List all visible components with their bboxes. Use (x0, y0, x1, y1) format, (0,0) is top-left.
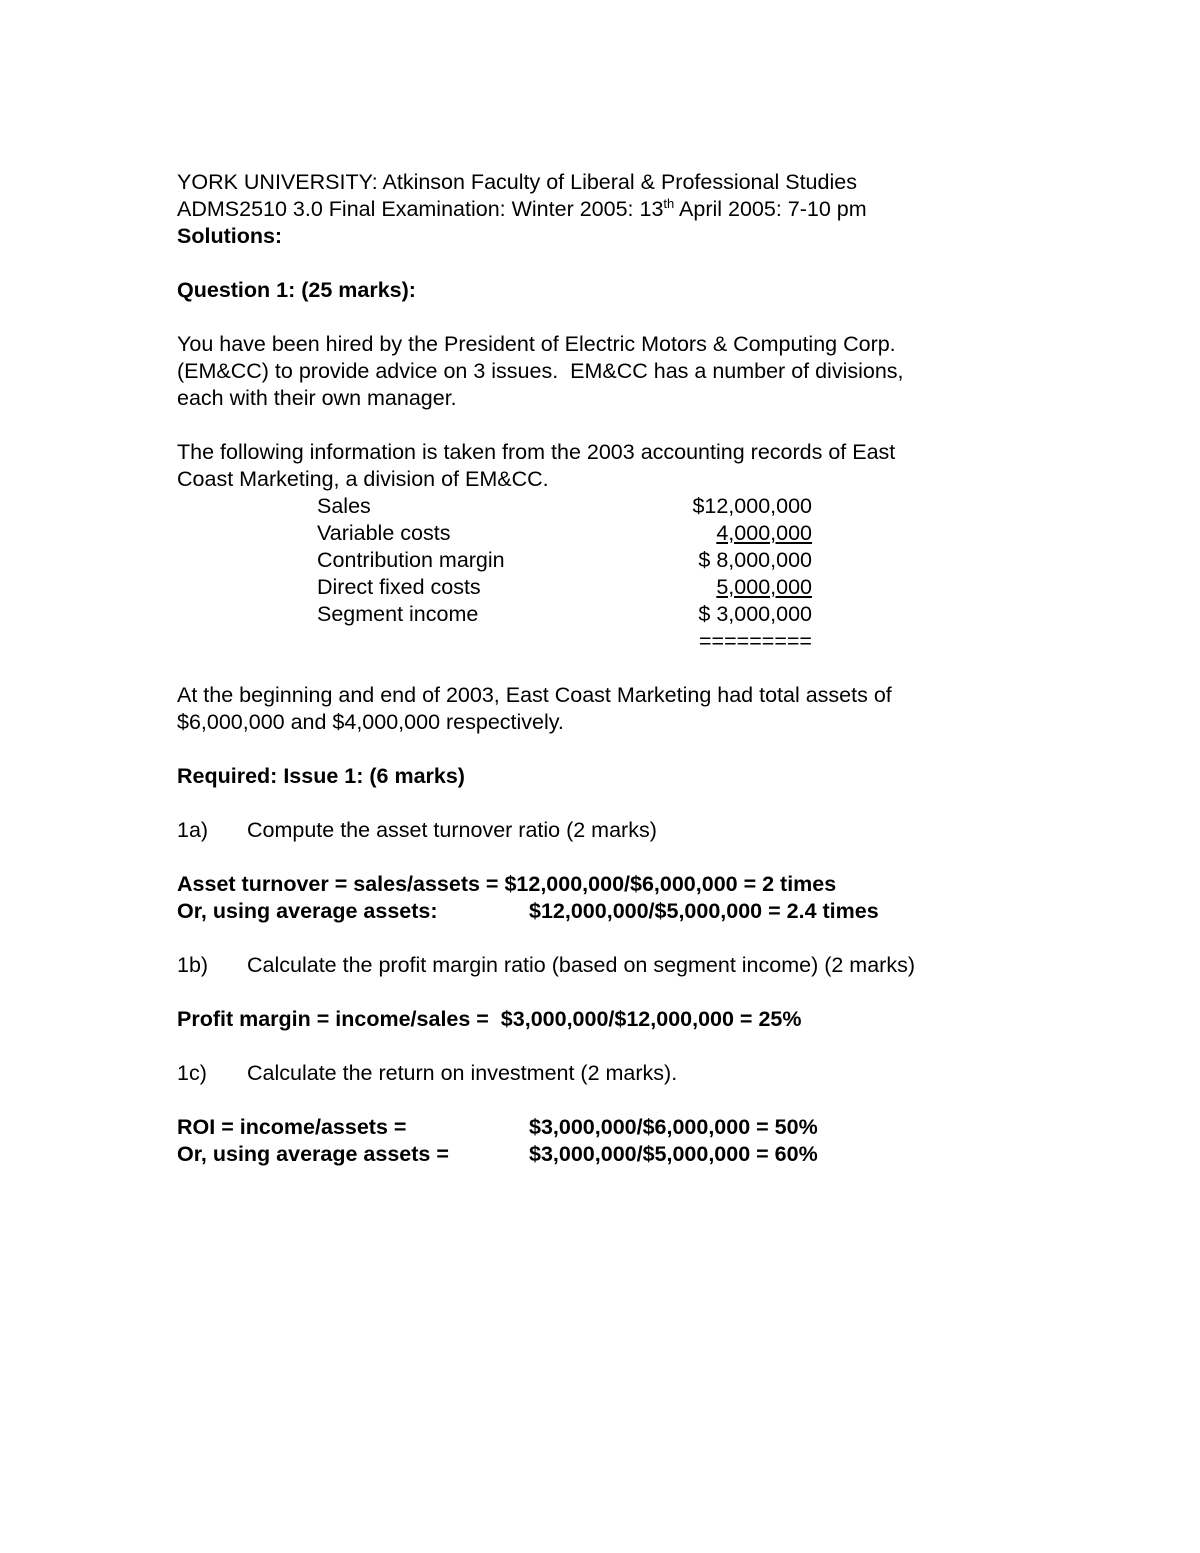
answer-text: Or, using average assets = (177, 1142, 449, 1166)
answer-1a-line (177, 871, 1137, 898)
answer-calc: $12,000,000/$5,000,000 = 2.4 times (529, 899, 879, 923)
row-label: Variable costs (317, 521, 451, 545)
table-row (317, 547, 812, 574)
row-label: Segment income (317, 602, 479, 626)
row-value: $ 3,000,000 (698, 602, 812, 626)
question-1b (177, 952, 1137, 979)
table-row (317, 493, 812, 520)
answer-1b-line (177, 1006, 1137, 1033)
table-row (317, 628, 812, 655)
double-rule: ========= (698, 629, 812, 653)
question-text: Compute the asset turnover ratio (2 marks) (247, 818, 657, 842)
info-line: Coast Marketing, a division of EM&CC. (177, 467, 549, 491)
answer-text: Profit margin = income/sales = $3,000,000/$12,000,000 = 25% (177, 1007, 802, 1031)
intro-line: You have been hired by the President of Electric Motors & Computing Corp. (177, 332, 896, 356)
row-value: $ 8,000,000 (698, 548, 812, 572)
answer-calc: $3,000,000/$6,000,000 = 50% (529, 1115, 818, 1139)
document-page (177, 169, 1137, 1168)
table-row (317, 601, 812, 628)
header-exam-info: ADMS2510 3.0 Final Examination: Winter 2005: 13th April 2005: 7-10 pm (177, 196, 867, 221)
question-text: Calculate the return on investment (2 marks). (247, 1061, 678, 1085)
question-number: 1c) (177, 1061, 207, 1085)
question-number: 1a) (177, 818, 209, 842)
row-label: Direct fixed costs (317, 575, 481, 599)
row-value: 5,000,000 (716, 575, 812, 599)
answer-calc: $3,000,000/$5,000,000 = 60% (529, 1142, 818, 1166)
answer-1c-line (177, 1141, 1137, 1168)
solutions-heading: Solutions: (177, 224, 283, 248)
table-row (317, 574, 812, 601)
row-value: $12,000,000 (692, 494, 812, 518)
assets-line: $6,000,000 and $4,000,000 respectively. (177, 710, 564, 734)
question-1c (177, 1060, 1137, 1087)
answer-text: Or, using average assets: (177, 899, 438, 923)
required-heading: Required: Issue 1: (6 marks) (177, 764, 465, 788)
income-statement-table (317, 493, 812, 655)
intro-line: (EM&CC) to provide advice on 3 issues. EM&CC has a number of divisions, (177, 359, 904, 383)
row-label: Contribution margin (317, 548, 505, 572)
question-title: Question 1: (25 marks): (177, 278, 416, 302)
question-text: Calculate the profit margin ratio (based on segment income) (2 marks) (247, 953, 915, 977)
intro-line: each with their own manager. (177, 386, 457, 410)
row-value: 4,000,000 (716, 521, 812, 545)
header-institution: YORK UNIVERSITY: Atkinson Faculty of Liberal & Professional Studies (177, 170, 857, 194)
assets-line: At the beginning and end of 2003, East Coast Marketing had total assets of (177, 683, 892, 707)
answer-text: ROI = income/assets = (177, 1115, 407, 1139)
answer-1c-line (177, 1114, 1137, 1141)
row-label: Sales (317, 494, 371, 518)
question-1a (177, 817, 1137, 844)
table-row (317, 520, 812, 547)
answer-1a-line (177, 898, 1137, 925)
question-number: 1b) (177, 953, 209, 977)
info-line: The following information is taken from the 2003 accounting records of East (177, 440, 896, 464)
answer-text: Asset turnover = sales/assets = $12,000,000/$6,000,000 = 2 times (177, 872, 837, 896)
